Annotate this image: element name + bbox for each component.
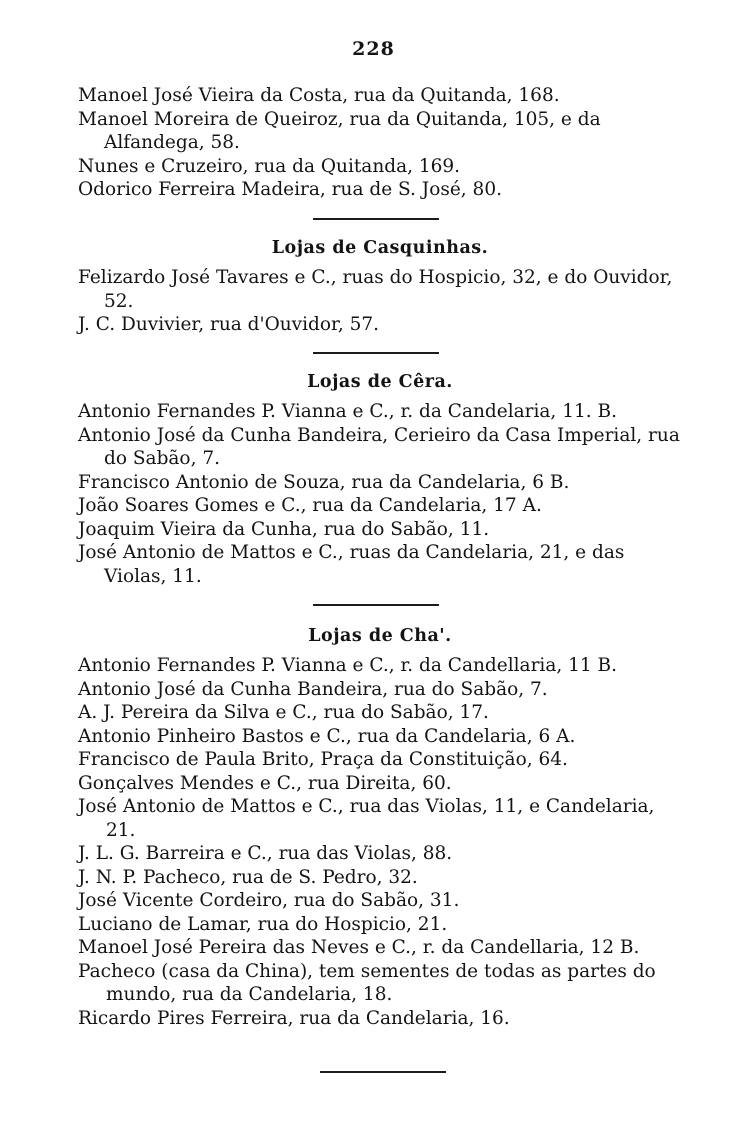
list-item: Pacheco (casa da China), tem sementes de todas as partes do mundo, rua da Candelaria, 18. [78,960,656,1005]
list-item: Antonio Fernandes P. Vianna e C., r. da Candelaria, 11. B. [78,401,617,422]
page-number: 228 [352,38,395,60]
list-item: João Soares Gomes e C., rua da Candelaria, 17 A. [78,495,542,516]
list-item: Manoel Moreira de Queiroz, rua da Quitanda, 105, e da Alfandega, 58. [78,108,601,153]
list-item: J. N. P. Pacheco, rua de S. Pedro, 32. [78,866,418,888]
list-item: José Vicente Cordeiro, rua do Sabão, 31. [78,890,460,911]
list-item: Odorico Ferreira Madeira, rua de S. José, 80. [78,179,502,200]
section-divider [313,352,439,354]
section-divider [313,218,439,220]
list-item: Felizardo José Tavares e C., ruas do Hospicio, 32, e do Ouvidor, 52. [78,267,673,312]
list-item: Francisco de Paula Brito, Praça da Constituição, 64. [78,749,568,770]
list-item: Gonçalves Mendes e C., rua Direita, 60. [78,772,452,794]
list-item: J. L. G. Barreira e C., rua das Violas, 88. [78,843,453,864]
list-item: Antonio Pinheiro Bastos e C., rua da Candelaria, 6 A. [78,725,576,747]
list-item: Antonio José da Cunha Bandeira, rua do Sabão, 7. [78,678,548,700]
list-item: A. J. Pereira da Silva e C., rua do Sabão, 17. [78,702,489,723]
section-divider [320,1071,446,1073]
list-item: Manoel José Pereira das Neves e C., r. da Candellaria, 12 B. [78,937,640,958]
list-item: Ricardo Pires Ferreira, rua da Candelaria, 16. [78,1007,510,1029]
section-lojas-de-cera [78,370,682,588]
section-divider [313,604,439,606]
list-item: Francisco Antonio de Souza, rua da Candelaria, 6 B. [78,471,570,493]
list-item: José Antonio de Mattos e C., ruas da Candelaria, 21, e das Violas, 11. [78,542,625,587]
section-title: Lojas de Cêra. [307,372,453,392]
list-item: J. C. Duvivier, rua d'Ouvidor, 57. [78,314,380,335]
list-item: José Antonio de Mattos e C., rua das Violas, 11, e Candelaria, 21. [78,796,655,841]
list-item: Nunes e Cruzeiro, rua da Quitanda, 169. [78,155,461,177]
list-item: Antonio Fernandes P. Vianna e C., r. da Candellaria, 11 B. [78,655,618,676]
section-lojas-de-casquinhas [78,236,682,337]
top-entries [78,84,682,202]
list-item: Manoel José Vieira da Costa, rua da Quitanda, 168. [78,85,560,106]
list-item: Antonio José da Cunha Bandeira, Cerieiro da Casa Imperial, rua do Sabão, 7. [78,424,680,469]
section-title: Lojas de Cha'. [308,626,452,646]
section-title: Lojas de Casquinhas. [271,238,489,258]
section-lojas-de-cha [78,624,682,1030]
list-item: Joaquim Vieira da Cunha, rua do Sabão, 11. [78,518,490,540]
list-item: Luciano de Lamar, rua do Hospicio, 21. [78,913,448,935]
